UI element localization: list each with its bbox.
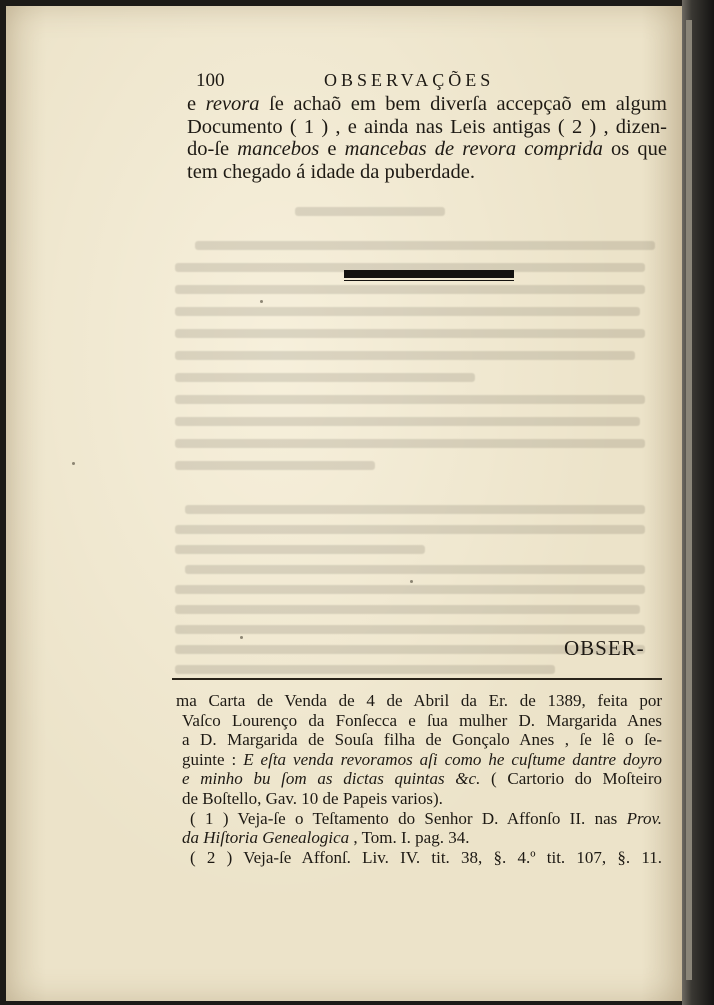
body-line: Documento ( 1 ) , e ainda nas Leis antigas ( 2 ) , dizen- bbox=[187, 115, 667, 138]
book-edge-strip bbox=[686, 20, 692, 980]
section-divider bbox=[344, 270, 514, 278]
footnotes bbox=[176, 691, 662, 867]
footnote-line: Vaſco Lourenço da Fonſecca e ſua mulher D. Margarida Anes bbox=[182, 710, 662, 730]
body-line: e revora ſe achaõ em bem diverſa accepçaõ em algum bbox=[187, 93, 667, 115]
running-header bbox=[196, 66, 526, 94]
body-line: tem chegado á idade da puberdade. bbox=[187, 160, 476, 183]
running-title: OBSERVAÇÕES bbox=[324, 70, 495, 90]
body-text bbox=[187, 93, 667, 183]
footnote-line: a D. Margarida de Souſa filha de Gonçalo Anes , ſe lê o ſe- bbox=[182, 730, 662, 750]
footnote-line: de Boſtello, Gav. 10 de Papeis varios). bbox=[182, 788, 443, 808]
footnote-line: ( 1 ) Veja-ſe o Teſtamento do Senhor D. Affonſo II. nas Prov. bbox=[190, 808, 662, 828]
book-edge bbox=[682, 0, 714, 1005]
footnote-line: ma Carta de Venda de 4 de Abril da Er. de 1389, feita por bbox=[176, 691, 662, 710]
footnote-rule bbox=[172, 678, 662, 680]
footnote-line: guinte : E eſta venda revoramos aſi como he cuſtume dantre doyro bbox=[182, 749, 662, 769]
section-divider-thin bbox=[344, 280, 514, 281]
footnote-line: ( 2 ) Veja-ſe Affonſ. Liv. IV. tit. 38, §. 4.º tit. 107, §. 11. bbox=[190, 847, 662, 867]
footnote-line: da Hiſtoria Genealogica , Tom. I. pag. 34. bbox=[182, 828, 470, 848]
catchword: OBSER- bbox=[564, 636, 645, 660]
page-number: 100 bbox=[196, 70, 225, 91]
body-line: do-ſe mancebos e mancebas de revora comprida os que bbox=[187, 138, 667, 160]
footnote-line: e minho bu ſom as dictas quintas &c. ( Cartorio do Moſteiro bbox=[182, 769, 662, 789]
